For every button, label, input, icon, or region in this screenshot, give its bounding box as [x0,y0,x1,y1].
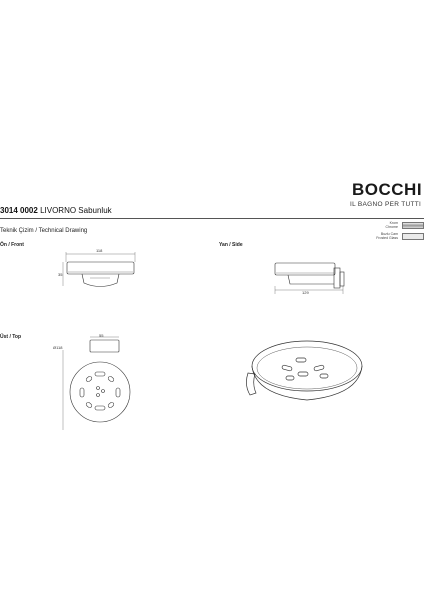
product-name: LIVORNO Sabunluk [40,206,112,215]
product-code: 3014 0002 [0,206,38,215]
view-label-front: Ön / Front [0,242,24,248]
dim-side-depth: 129 [302,290,309,295]
finish-glass-label: Buzlu Cam Frosted Glass [376,232,398,240]
view-label-top: Üst / Top [0,334,22,340]
dim-top-width: 55 [99,333,104,338]
brand-logo: BOCCHI [352,180,423,199]
finish-chrome-label: Krom Chrome [385,221,398,229]
dim-top-diameter: Ø118 [53,345,63,350]
drawing-title: Teknik Çizim / Technical Drawing [0,228,88,234]
dim-front-width: 118 [96,248,103,253]
brand-tagline: IL BAGNO PER TUTTI [350,201,422,208]
top-view-drawing [63,337,130,430]
view-label-side: Yan / Side [219,242,243,248]
front-view-drawing [63,252,135,287]
side-view-drawing [275,263,344,294]
dim-front-height: 35 [58,272,63,277]
perspective-view-drawing [246,341,362,400]
